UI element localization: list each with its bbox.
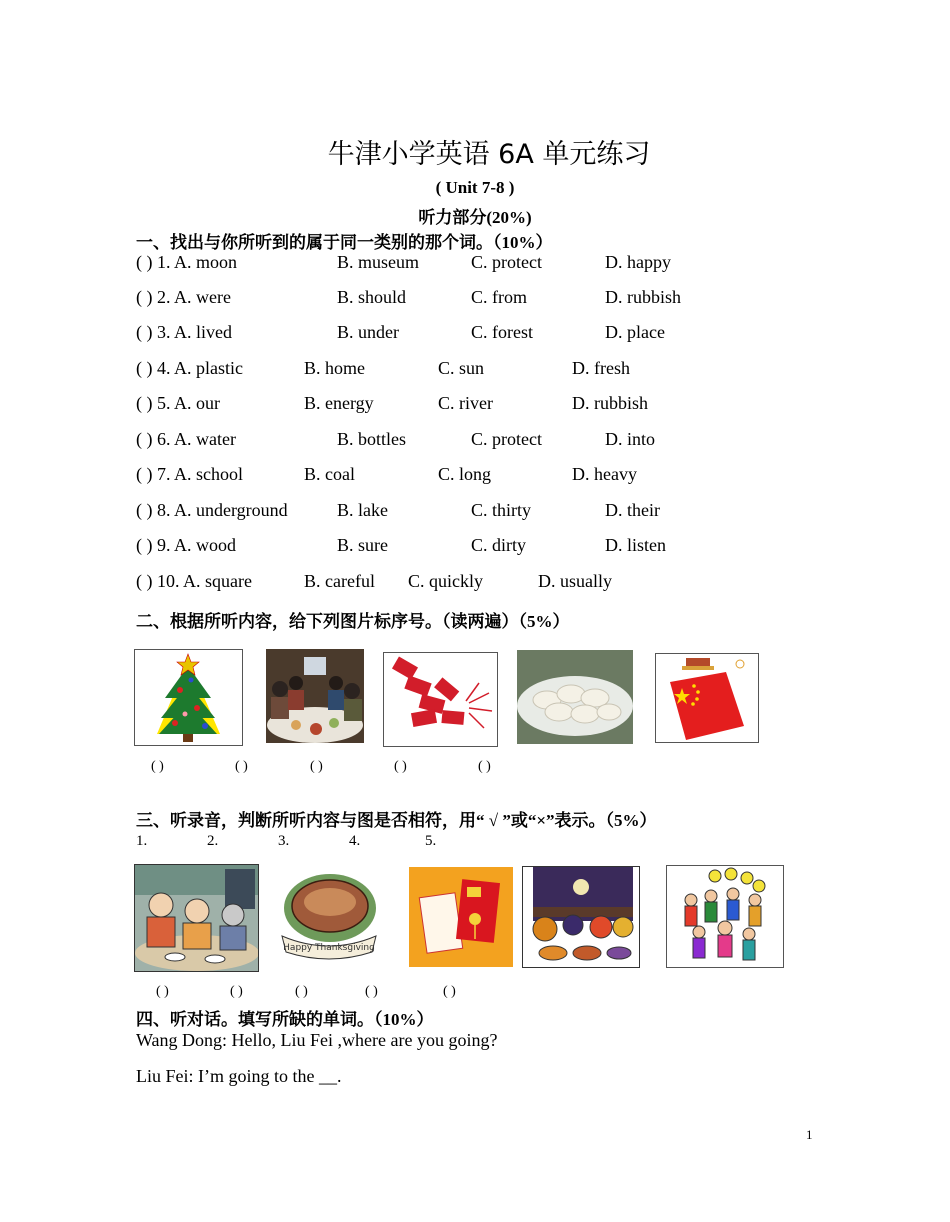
option-d: D. listen bbox=[605, 535, 666, 555]
option-c: C. from bbox=[471, 287, 527, 307]
family-meal-picture bbox=[134, 864, 259, 972]
question-prefix: ( ) 8. A. underground bbox=[136, 500, 288, 520]
option-b: B. energy bbox=[304, 393, 374, 413]
firecrackers-picture bbox=[383, 652, 498, 747]
banner-text: Happy Thanksgiving bbox=[283, 943, 375, 953]
option-c: C. dirty bbox=[471, 535, 527, 555]
option-d: D. fresh bbox=[572, 358, 630, 378]
item-number: 2. bbox=[207, 833, 219, 849]
option-c: C. thirty bbox=[471, 500, 532, 520]
option-d: D. usually bbox=[538, 571, 612, 591]
option-d: D. rubbish bbox=[572, 393, 648, 413]
answer-blank[interactable]: ( ) bbox=[156, 984, 169, 999]
option-b: B. museum bbox=[337, 252, 420, 272]
chinese-flag-picture bbox=[655, 653, 759, 743]
option-d: D. rubbish bbox=[605, 287, 681, 307]
option-d: D. heavy bbox=[572, 464, 637, 484]
dialogue-line: Liu Fei: I’m going to the __. bbox=[136, 1066, 342, 1086]
answer-blank[interactable]: ( ) bbox=[295, 984, 308, 999]
answer-blank[interactable]: ( ) bbox=[230, 984, 243, 999]
option-c: C. forest bbox=[471, 322, 533, 342]
question-prefix: ( ) 10. A. square bbox=[136, 571, 252, 591]
option-c: C. sun bbox=[438, 358, 485, 378]
option-c: C. quickly bbox=[408, 571, 483, 591]
answer-blank[interactable]: ( ) bbox=[235, 759, 248, 774]
mid-autumn-picture bbox=[522, 866, 640, 968]
question-prefix: ( ) 4. A. plastic bbox=[136, 358, 243, 378]
section4-heading: 四、听对话。填写所缺的单词。（10%） bbox=[136, 1010, 434, 1029]
option-c: C. long bbox=[438, 464, 492, 484]
section3-heading: 三、听录音，判断所听内容与图是否相符，用“ √ ”或“×”表示。（5%） bbox=[136, 811, 657, 830]
option-b: B. lake bbox=[337, 500, 388, 520]
option-b: B. careful bbox=[304, 571, 375, 591]
answer-blank[interactable]: ( ) bbox=[151, 759, 164, 774]
family-dinner-picture bbox=[266, 649, 364, 743]
item-number: 1. bbox=[136, 833, 148, 849]
option-b: B. bottles bbox=[337, 429, 407, 449]
section2-heading: 二、根据所听内容，给下列图片标序号。（读两遍）（5%） bbox=[136, 612, 570, 631]
answer-blank[interactable]: ( ) bbox=[443, 984, 456, 999]
thanksgiving-turkey-picture bbox=[272, 866, 386, 970]
answer-blank[interactable]: ( ) bbox=[478, 759, 491, 774]
question-prefix: ( ) 7. A. school bbox=[136, 464, 243, 484]
red-envelopes-picture bbox=[409, 867, 513, 967]
item-number: 3. bbox=[278, 833, 290, 849]
celebration-crowd-picture bbox=[666, 865, 784, 968]
question-prefix: ( ) 9. A. wood bbox=[136, 535, 236, 555]
christmas-tree-picture bbox=[134, 649, 243, 746]
option-b: B. should bbox=[337, 287, 407, 307]
listening-part-label: 听力部分(20%) bbox=[418, 208, 532, 227]
option-c: C. protect bbox=[471, 252, 542, 272]
option-c: C. protect bbox=[471, 429, 542, 449]
page-number: 1 bbox=[806, 1127, 813, 1142]
answer-blank[interactable]: ( ) bbox=[365, 984, 378, 999]
option-d: D. place bbox=[605, 322, 665, 342]
page-title: 牛津小学英语 6A 单元练习 bbox=[327, 139, 651, 170]
dumplings-picture bbox=[517, 650, 633, 744]
section1-heading: 一、找出与你所听到的属于同一类别的那个词。（10%） bbox=[136, 233, 553, 252]
option-d: D. happy bbox=[605, 252, 671, 272]
option-b: B. under bbox=[337, 322, 399, 342]
question-prefix: ( ) 5. A. our bbox=[136, 393, 220, 413]
option-b: B. home bbox=[304, 358, 365, 378]
answer-blank[interactable]: ( ) bbox=[394, 759, 407, 774]
unit-subtitle: ( Unit 7-8 ) bbox=[435, 178, 515, 197]
option-d: D. their bbox=[605, 500, 660, 520]
dialogue-line: Wang Dong: Hello, Liu Fei ,where are you going? bbox=[136, 1030, 498, 1050]
answer-blank[interactable]: ( ) bbox=[310, 759, 323, 774]
question-prefix: ( ) 1. A. moon bbox=[136, 252, 237, 272]
question-prefix: ( ) 6. A. water bbox=[136, 429, 236, 449]
question-prefix: ( ) 2. A. were bbox=[136, 287, 231, 307]
question-prefix: ( ) 3. A. lived bbox=[136, 322, 232, 342]
option-b: B. sure bbox=[337, 535, 388, 555]
option-d: D. into bbox=[605, 429, 656, 449]
item-number: 5. bbox=[425, 833, 437, 849]
item-number: 4. bbox=[349, 833, 361, 849]
option-c: C. river bbox=[438, 393, 493, 413]
option-b: B. coal bbox=[304, 464, 355, 484]
